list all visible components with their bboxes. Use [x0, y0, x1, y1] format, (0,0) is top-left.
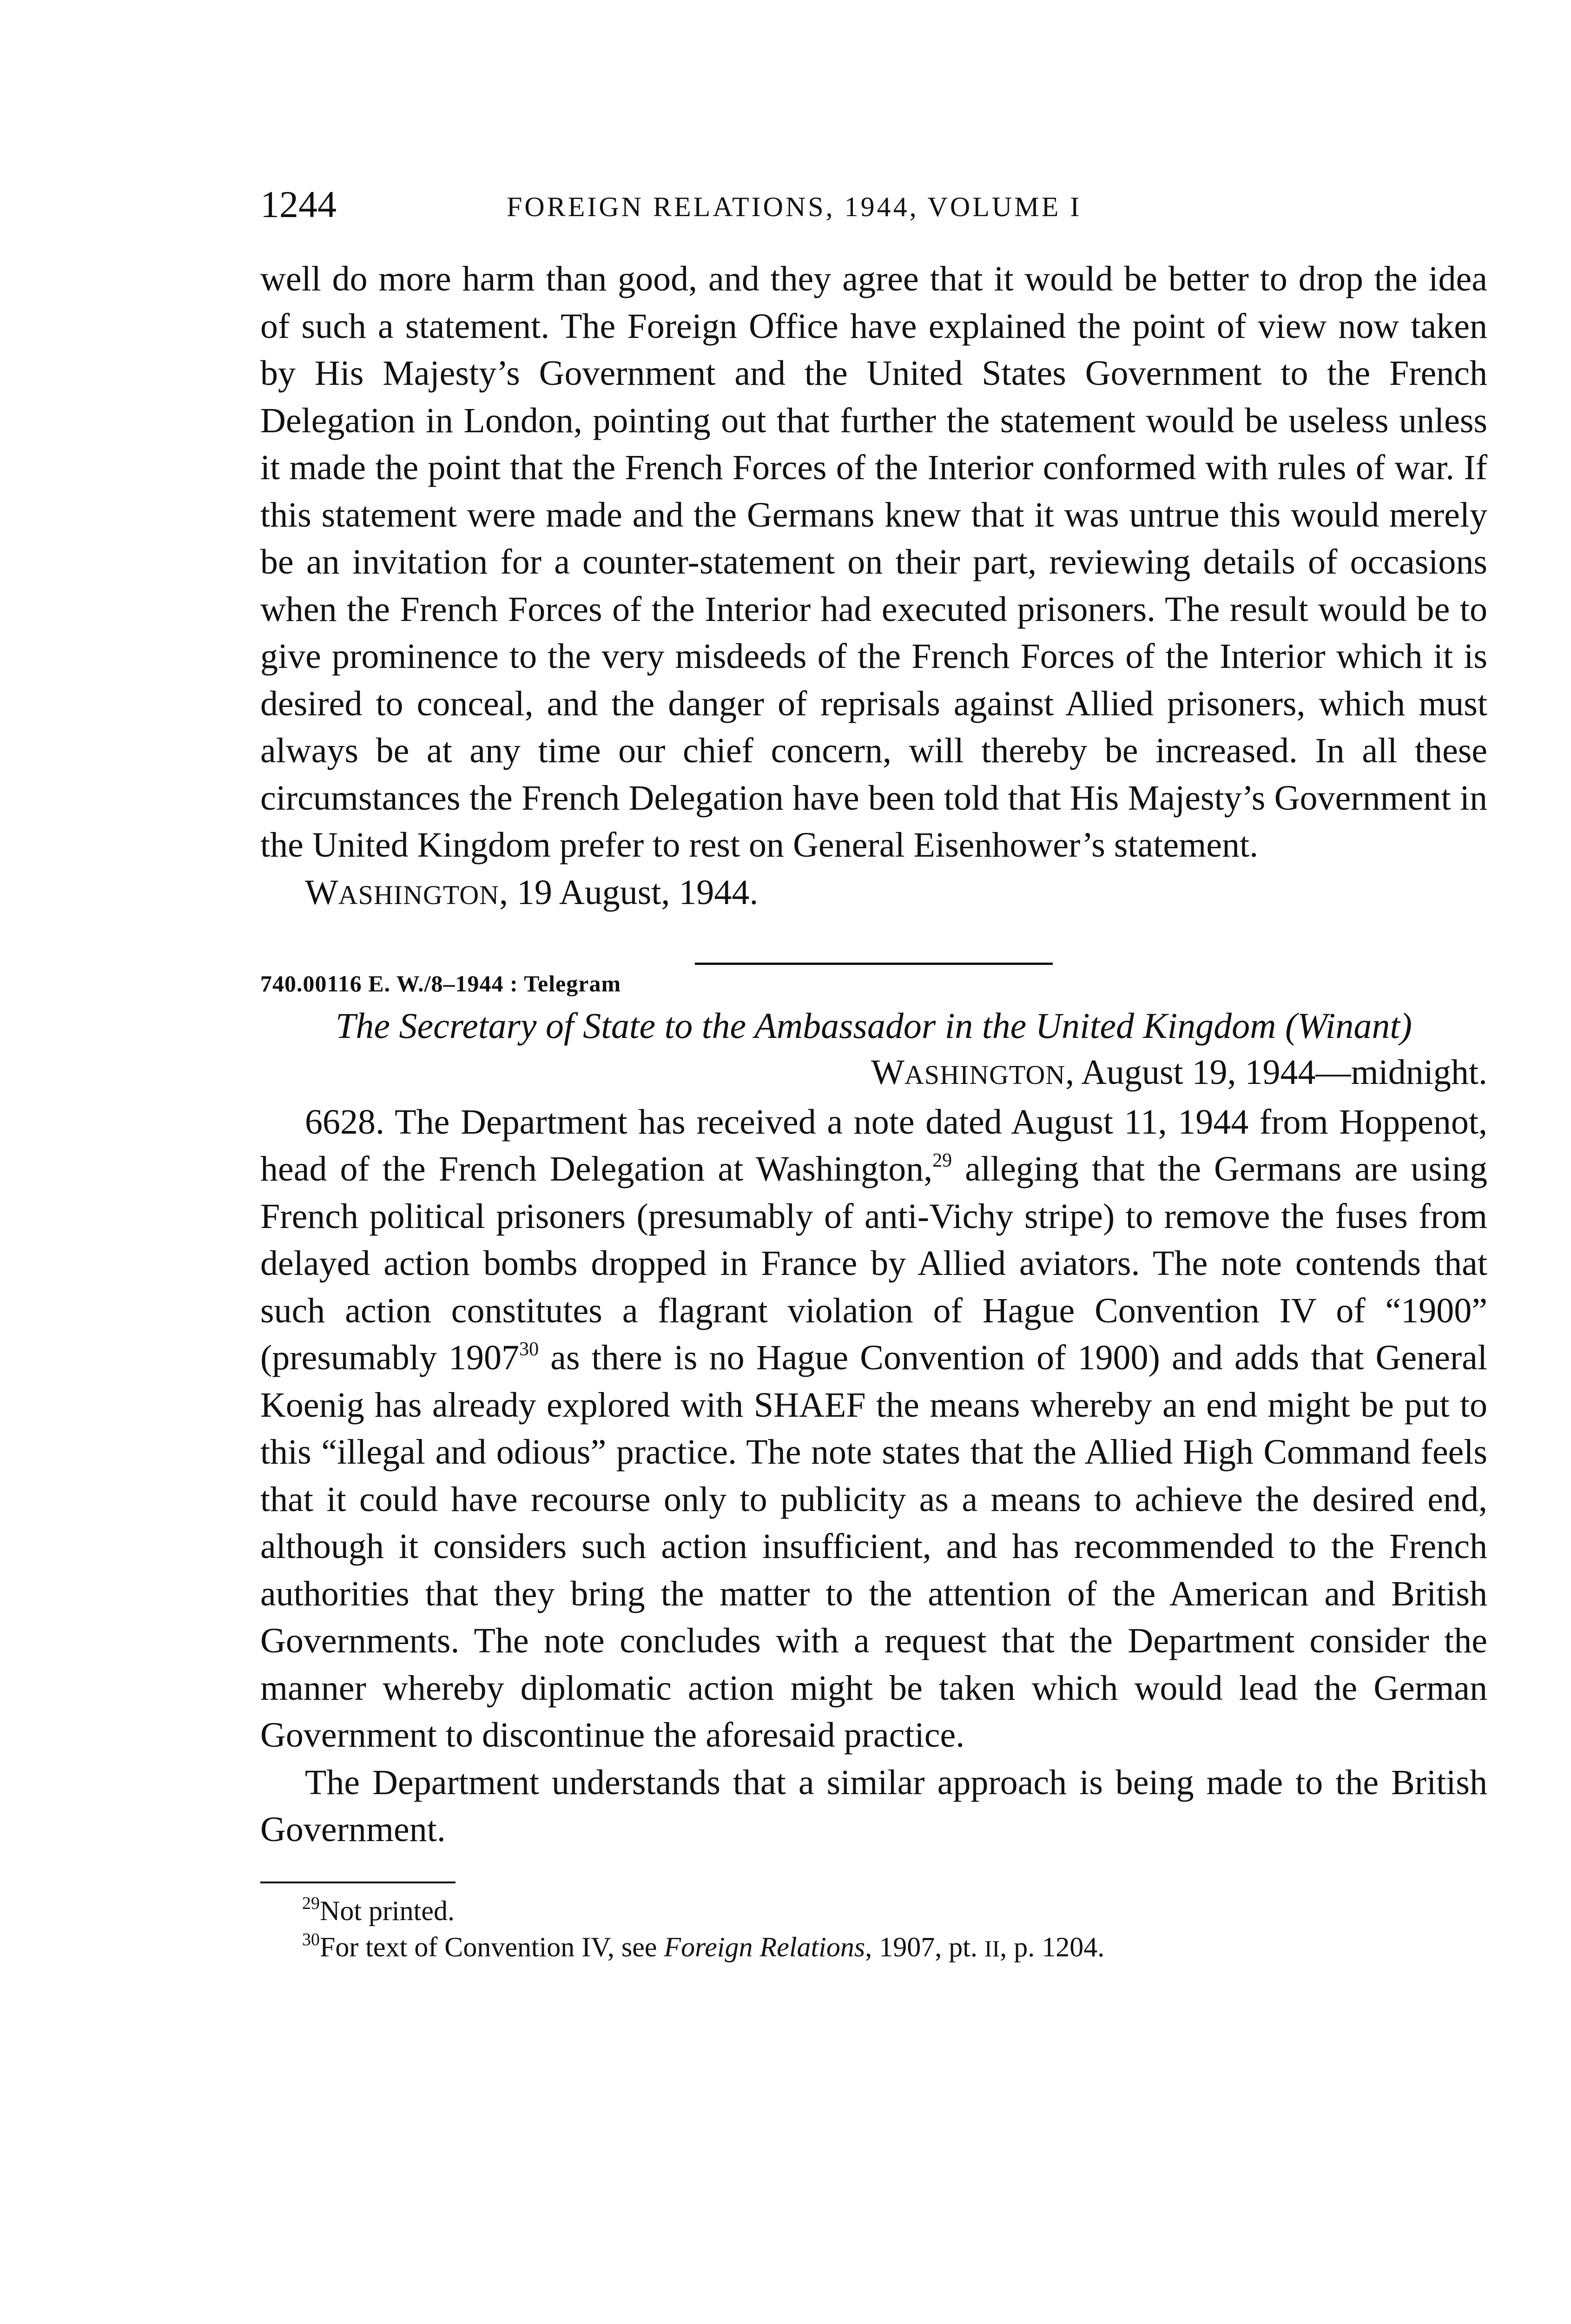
running-title: FOREIGN RELATIONS, 1944, VOLUME I: [507, 191, 1082, 222]
footnote-ref-30[interactable]: 30: [519, 1339, 539, 1360]
dateline-continuation: WASHINGTON, 19 August, 1944.: [305, 872, 759, 912]
telegram-paragraph-2: The Department understands that a similar approach is being made to the British Government.: [260, 1763, 1487, 1849]
footnote-29: $^{29}$Not printed.: [302, 1893, 455, 1926]
footnote-mark: 29: [302, 1893, 320, 1913]
running-header: [260, 181, 1487, 237]
page-number: 1244: [260, 183, 337, 225]
footnotes: [260, 1893, 1487, 1967]
footnote-ref-29[interactable]: 29: [932, 1150, 952, 1171]
footnote-mark: 30: [302, 1929, 320, 1949]
footnote-30: $^{30}$For text of Convention IV, see Foreign Relations, 1907, pt. II, p. 1204.: [302, 1929, 1105, 1962]
body-text: [260, 256, 1487, 1967]
footnote-divider: [260, 1882, 455, 1883]
continuation-paragraph: well do more harm than good, and they agree that it would be better to drop the idea of such a statement. The Foreign Office have explained the point of view now taken by His Majesty’s Government and the United States Government to the French Delegation in London, pointing out that further the statement would be useless unless it made the point that the French Forces of the Interior conformed with rules of war. If this statement were made and the Germans knew that it was untrue this would merely be an invitation for a counter-statement on their part, reviewing details of occasions when the French Forces of the Interior had executed prisoners. The result would be to give prominence to the very misdeeds of the French Forces of the Interior which it is desired to conceal, and the danger of reprisals against Allied prisoners, which must always be at any time our chief concern, will thereby be increased. In all these circumstances the French Delegation have been told that His Majesty’s Government in the United Kingdom prefer to rest on General Eisenhower’s statement.: [260, 259, 1487, 865]
document-title: The Secretary of State to the Ambassador in the United Kingdom (Winant): [336, 1005, 1412, 1046]
dateline-telegram: WASHINGTON, August 19, 1944—midnight.: [871, 1053, 1487, 1092]
telegram-paragraph-1: 6628. The Department has received a note dated August 11, 1944 from Hoppenot, head of the French Delegation at Washington,$^{29}$ alleging that the Germans are using French political prisoners (presumably of anti-Vichy stripe) to remove the fuses from delayed action bombs dropped in France by Allied aviators. The note contends that such action constitutes a flagrant violation of Hague Convention IV of “1900” (presumably 1907$^{30}$ as there is no Hague Convention of 1900) and adds that General Koenig has already explored with SHAEF the means whereby an end might be put to this “illegal and odious” practice. The note states that the Allied High Command feels that it could have recourse only to publicity as a means to achieve the desired end, although it considers such action insufficient, and has recommended to the French authorities that they bring the matter to the attention of the American and British Governments. The note concludes with a request that the Department consider the manner whereby diplomatic action might be taken which would lead the German Government to discontinue the aforesaid practice.: [260, 1102, 1488, 1755]
file-reference: 740.00116 E. W./8–1944 : Telegram: [260, 971, 621, 997]
